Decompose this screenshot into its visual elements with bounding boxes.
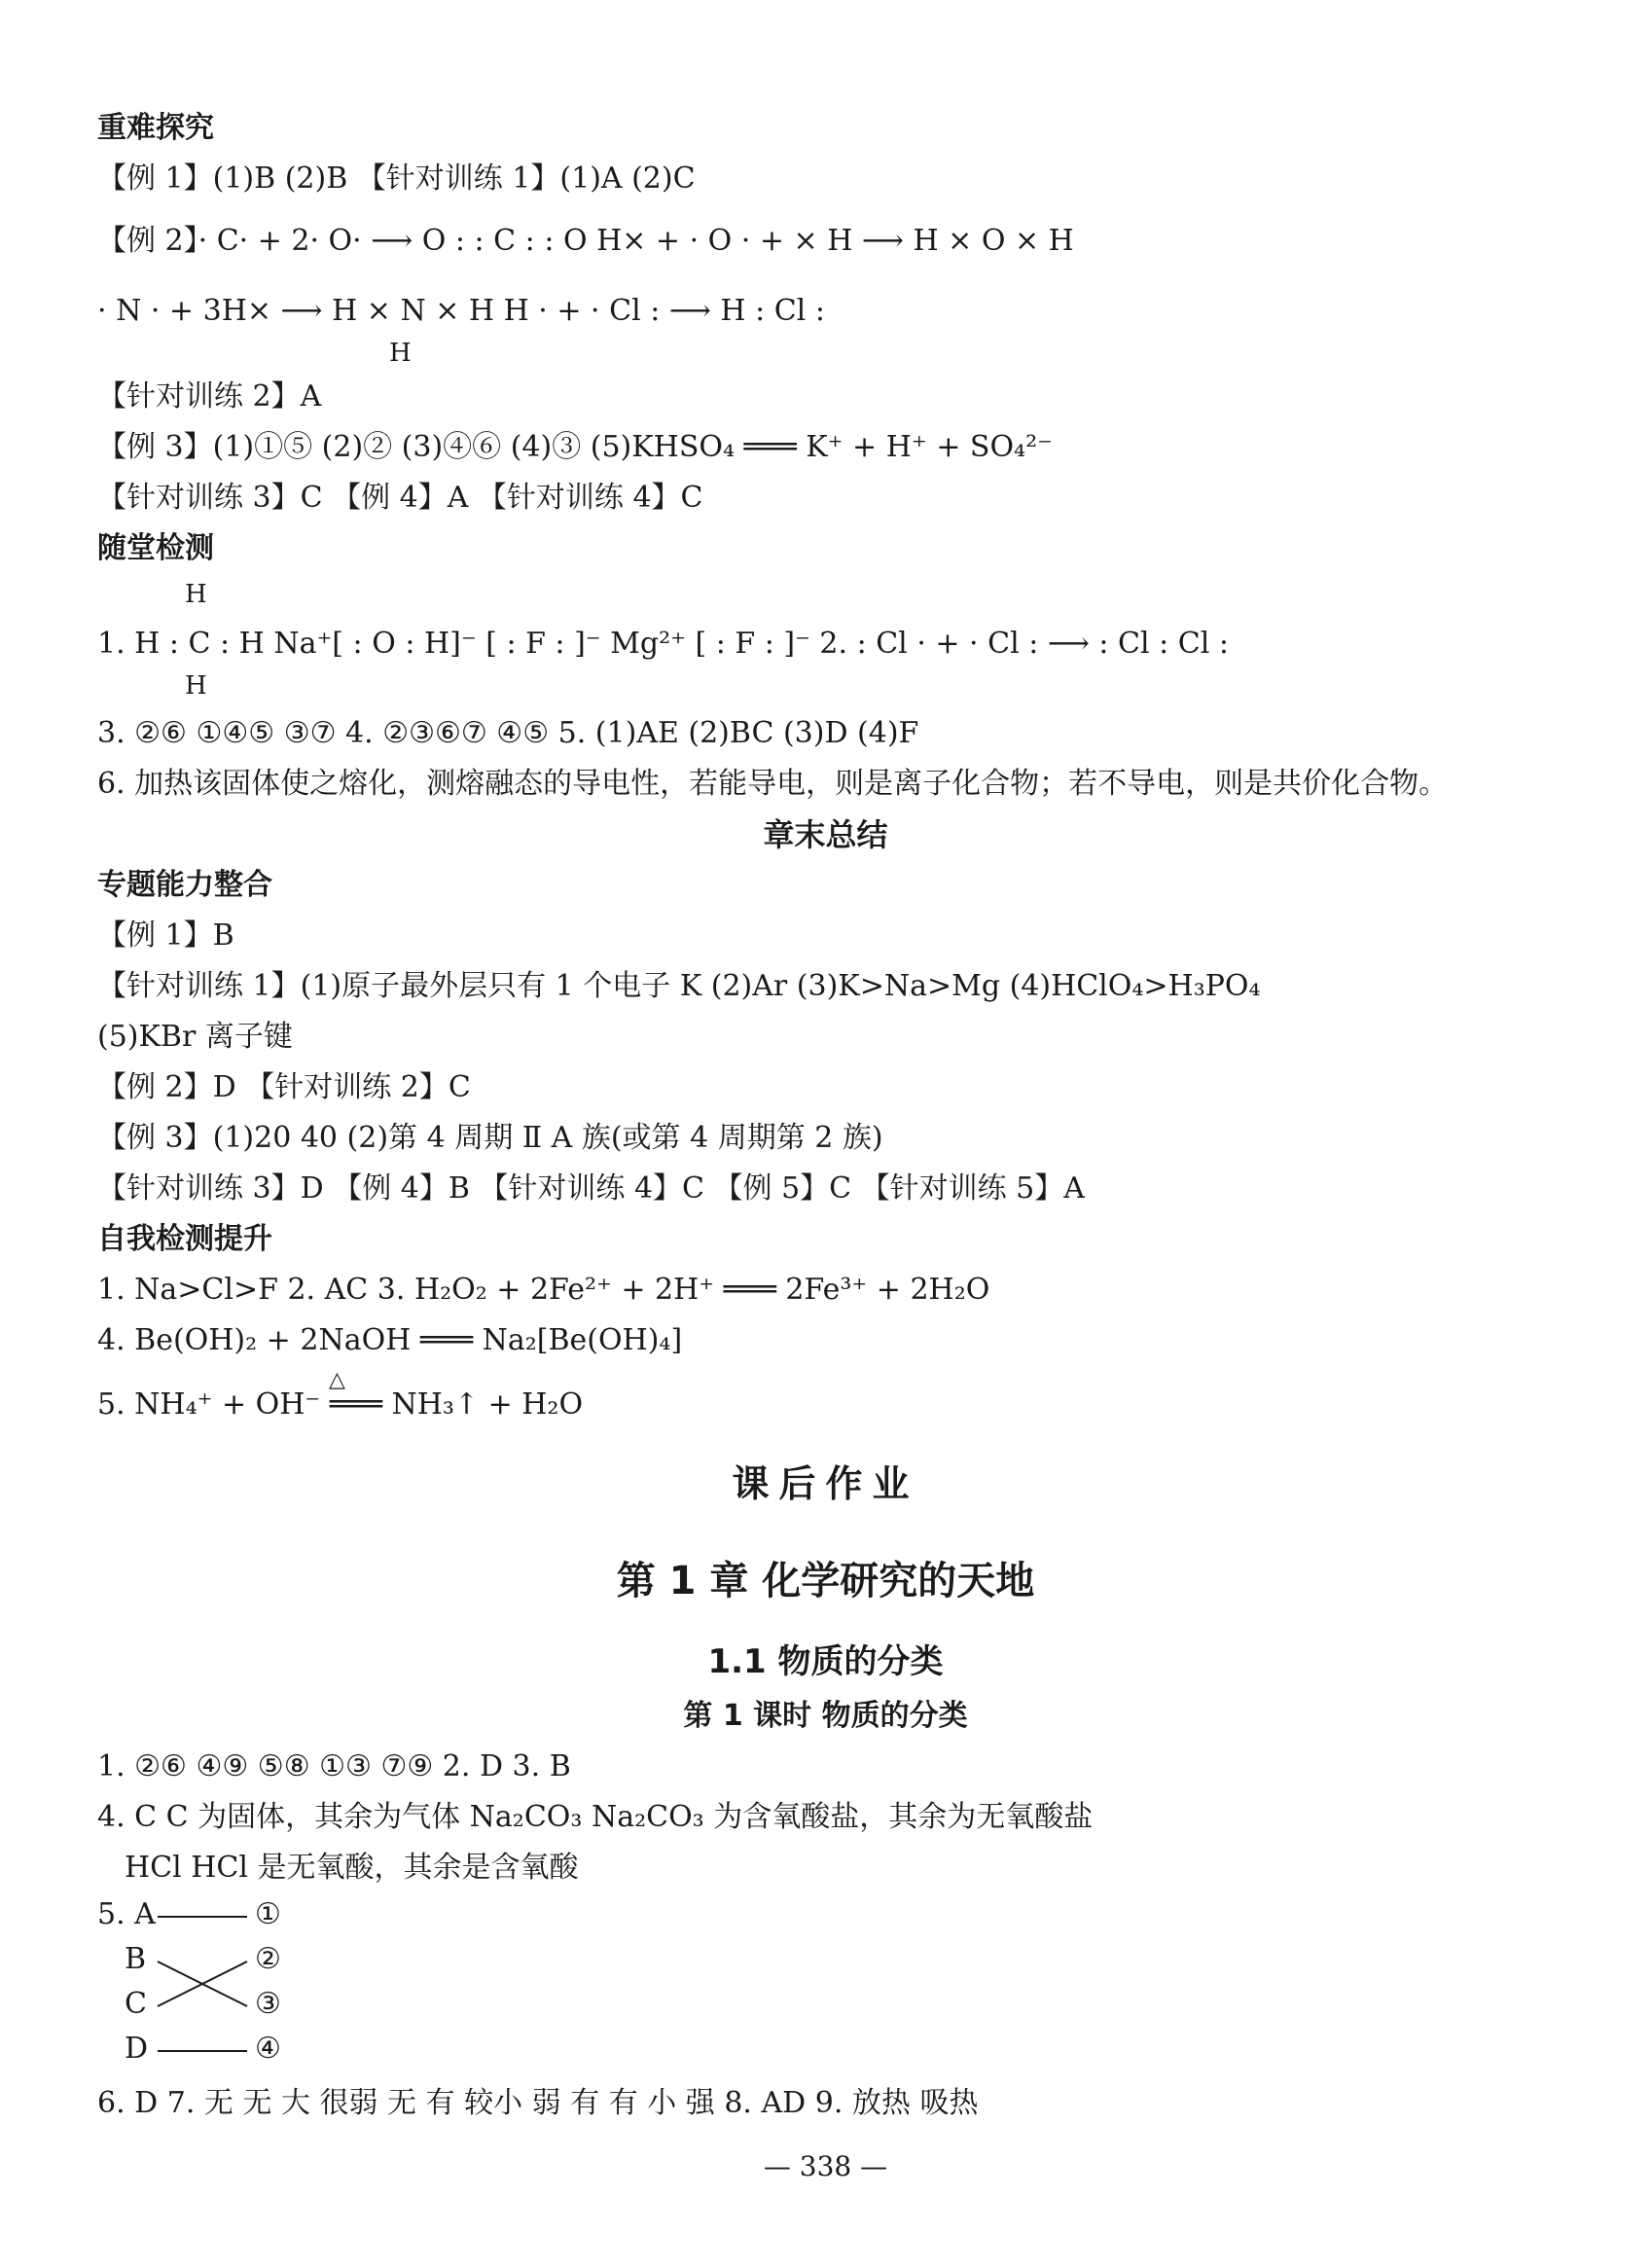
heading-class-test: 随堂检测 [97,531,214,565]
answer-line: 【例 2】D 【针对训练 2】C [97,1070,471,1104]
answer-line: 【例 3】(1)20 40 (2)第 4 周期 Ⅱ A 族(或第 4 周期第 2 族) [97,1121,883,1155]
heading-lesson-1: 第 1 课时 物质的分类 [683,1699,968,1733]
answer-line: 3. ②⑥ ①④⑤ ③⑦ 4. ②③⑥⑦ ④⑤ 5. (1)AE (2)BC (3)D (4)F [97,716,919,750]
heating-symbol: △ [329,1368,345,1392]
answer-line: 【针对训练 3】C 【例 4】A 【针对训练 4】C [97,481,703,515]
match-number-4: ④ [255,2032,281,2066]
answer-line: 6. D 7. 无 无 大 很弱 无 有 较小 弱 有 有 小 强 8. AD 9. 放热 吸热 [97,2086,979,2120]
heading-topic-ability: 专题能力整合 [97,868,272,902]
match-number-3: ③ [255,1987,281,2021]
electron-formula-line: 1. H : C : H Na⁺[ : O : H]⁻ [ : F : ]⁻ Mg²⁺ [ : F : ]⁻ 2. : Cl · + · Cl : ⟶ : Cl : Cl : [97,627,1229,661]
answer-line: 【针对训练 1】(1)原子最外层只有 1 个电子 K (2)Ar (3)K>Na>Mg (4)HClO₄>H₃PO₄ [97,969,1261,1003]
electron-formula-line: · N · + 3H× ⟶ H × N × H H · + · Cl : ⟶ H : Cl : [97,294,825,328]
match-label-c: C [125,1987,147,2021]
answer-line: 5. NH₄⁺ + OH⁻ ═══ NH₃↑ + H₂O [97,1387,584,1422]
heading-chapter-1: 第 1 章 化学研究的天地 [616,1559,1035,1603]
electron-formula-h: H [185,671,207,701]
page-number: — 338 — [763,2150,888,2182]
answer-line: 【例 3】(1)①⑤ (2)② (3)④⑥ (4)③ (5)KHSO₄ ═══ K⁺ + H⁺ + SO₄²⁻ [97,430,1053,464]
answer-line: 【针对训练 2】A [97,379,322,414]
heading-self-test: 自我检测提升 [97,1222,272,1256]
answer-line: (5)KBr 离子键 [97,1020,293,1054]
answer-line: 6. 加热该固体使之熔化，测熔融态的导电性，若能导电，则是离子化合物；若不导电，则是共价化合物。 [97,767,1449,801]
heading-chapter-summary: 章末总结 [763,816,888,853]
electron-formula-line: 【例 2】· C· + 2· O· ⟶ O : : C : : O H× + · O · + × H ⟶ H × O × H [97,224,1074,258]
match-label-b: B [125,1942,147,1976]
answer-line: 【针对训练 3】D 【例 4】B 【针对训练 4】C 【例 5】C 【针对训练 5】A [97,1171,1085,1206]
answer-line: 【例 1】(1)B (2)B 【针对训练 1】(1)A (2)C [97,162,696,196]
answer-line: 1. Na>Cl>F 2. AC 3. H₂O₂ + 2Fe²⁺ + 2H⁺ ═══ 2Fe³⁺ + 2H₂O [97,1273,990,1307]
match-number-1: ① [255,1897,281,1931]
electron-formula-h: H [185,580,207,609]
match-label-d: D [125,2032,149,2066]
answer-line: 4. Be(OH)₂ + 2NaOH ═══ Na₂[Be(OH)₄] [97,1323,683,1357]
heading-homework: 课后作业 [732,1462,919,1505]
answer-line: 1. ②⑥ ④⑨ ⑤⑧ ①③ ⑦⑨ 2. D 3. B [97,1749,571,1783]
heading-section-1-1: 1.1 物质的分类 [707,1642,944,1681]
match-number-2: ② [255,1942,281,1976]
answer-line: 【例 1】B [97,918,234,953]
answer-line: 4. C C 为固体，其余为气体 Na₂CO₃ Na₂CO₃ 为含氧酸盐，其余为无氧酸盐 [97,1800,1094,1834]
electron-formula-h: H [389,339,412,368]
heading-key-difficult: 重难探究 [97,111,214,145]
match-label-a: 5. A [97,1897,156,1931]
answer-line: HCl HCl 是无氧酸，其余是含氧酸 [125,1851,579,1885]
